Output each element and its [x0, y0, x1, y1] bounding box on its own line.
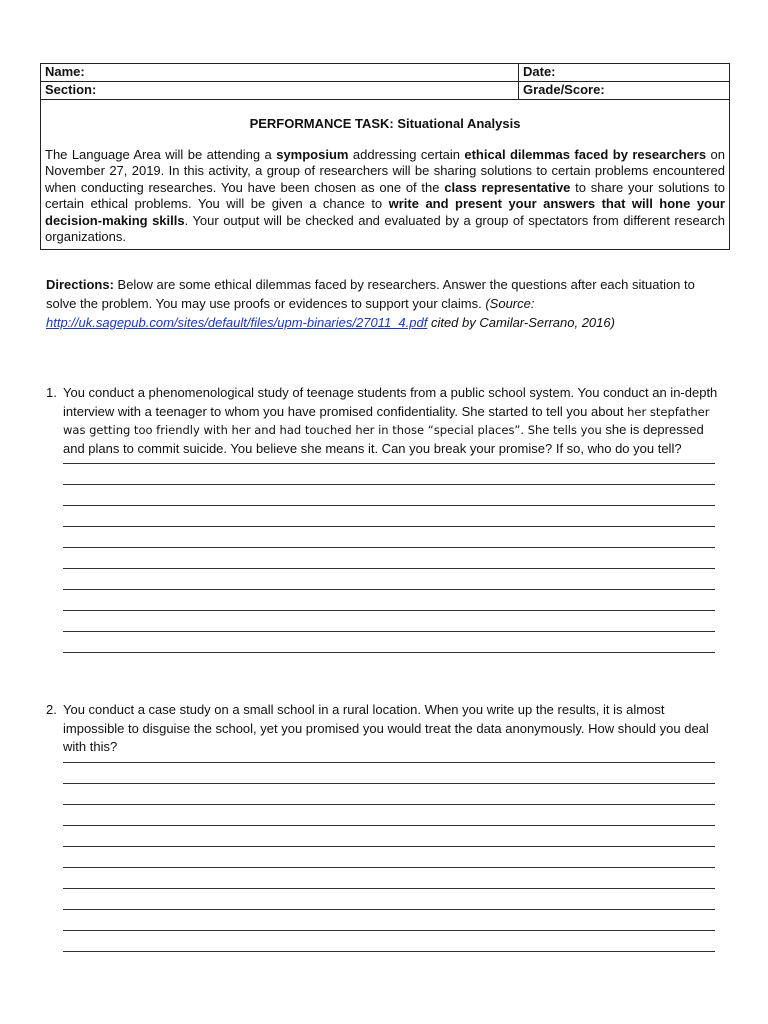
answer-line[interactable] — [63, 505, 715, 506]
task-title: PERFORMANCE TASK: Situational Analysis — [249, 116, 521, 131]
task-text: . Your output will be checked and evaluated by a group of spectators from different research organizations. — [45, 212, 725, 244]
task-highlight: symposium — [276, 146, 349, 162]
answer-line[interactable] — [63, 846, 715, 847]
task-highlight: ethical dilemmas faced by researchers — [464, 146, 707, 162]
answer-line[interactable] — [63, 909, 715, 910]
answer-line[interactable] — [63, 526, 715, 527]
question-text-part: her stepfather was getting too friendly with her and had touched her in those “special places”. She tells you — [63, 404, 710, 437]
header-row-section — [41, 82, 729, 100]
answer-line[interactable] — [63, 867, 715, 868]
answer-line[interactable] — [63, 568, 715, 569]
answer-line[interactable] — [63, 804, 715, 805]
question-text-part: she is depressed and plans to commit suicide. You believe she means it. Can you break your promise? If so, who do you tell? — [63, 422, 704, 456]
answer-line[interactable] — [63, 463, 715, 464]
question-text — [63, 384, 724, 458]
answer-line[interactable] — [63, 484, 715, 485]
answer-line[interactable] — [63, 783, 715, 784]
task-text: addressing certain — [348, 146, 465, 162]
task-box — [41, 100, 729, 249]
task-text: on November 27, 2019. In this activity, a group of researchers will be sharing solutions to certain problems encountered when conducting researches. You have been chosen as one of the — [45, 146, 725, 195]
answer-lines[interactable] — [63, 463, 724, 653]
task-text: The Language Area will be attending a — [45, 146, 277, 162]
answer-line[interactable] — [63, 825, 715, 826]
answer-line[interactable] — [63, 888, 715, 889]
date-label: Date: — [523, 64, 556, 79]
question-number: 1. — [46, 385, 57, 400]
header-table — [40, 63, 730, 250]
source-prefix: (Source: — [485, 296, 535, 311]
answer-line[interactable] — [63, 951, 715, 952]
name-label: Name: — [41, 64, 519, 81]
directions-label: Directions: — [46, 277, 114, 292]
task-highlight: class representative — [444, 179, 571, 195]
source-link[interactable]: http://uk.sagepub.com/sites/default/files/upm-binaries/27011_4.pdf — [46, 315, 428, 330]
question-2 — [46, 701, 724, 972]
grade-label: Grade/Score: — [523, 82, 605, 97]
section-label: Section: — [41, 82, 519, 99]
task-description — [45, 147, 725, 246]
directions-text: Below are some ethical dilemmas faced by researchers. Answer the questions after each situation to solve the problem. You may use proofs or evidences to support your claims. — [46, 277, 695, 311]
answer-line[interactable] — [63, 589, 715, 590]
task-highlight: write and present your answers that will hone your decision-making skills — [45, 196, 725, 228]
answer-line[interactable] — [63, 547, 715, 548]
answer-line[interactable] — [63, 930, 715, 931]
directions — [46, 275, 722, 332]
answer-line[interactable] — [63, 631, 715, 632]
question-number: 2. — [46, 702, 57, 717]
answer-line[interactable] — [63, 762, 715, 763]
header-row-name — [41, 64, 729, 82]
source-suffix: cited by Camilar-Serrano, 2016) — [427, 315, 615, 330]
answer-line[interactable] — [63, 652, 715, 653]
question-text-part: You conduct a phenomenological study of teenage students from a public school system. You conduct an in-depth interview with a teenager to whom you have promised confidentiality. She started to tell you about — [63, 385, 718, 419]
answer-lines[interactable] — [63, 762, 724, 952]
answer-line[interactable] — [63, 610, 715, 611]
question-1 — [46, 384, 724, 673]
task-text: to share your solutions to certain ethical problems. You will be given a chance to — [45, 179, 725, 211]
question-text: You conduct a case study on a small school in a rural location. When you write up the results, it is almost impossible to disguise the school, yet you promised you would treat the data anonymously. How should you deal with this? — [63, 702, 709, 754]
